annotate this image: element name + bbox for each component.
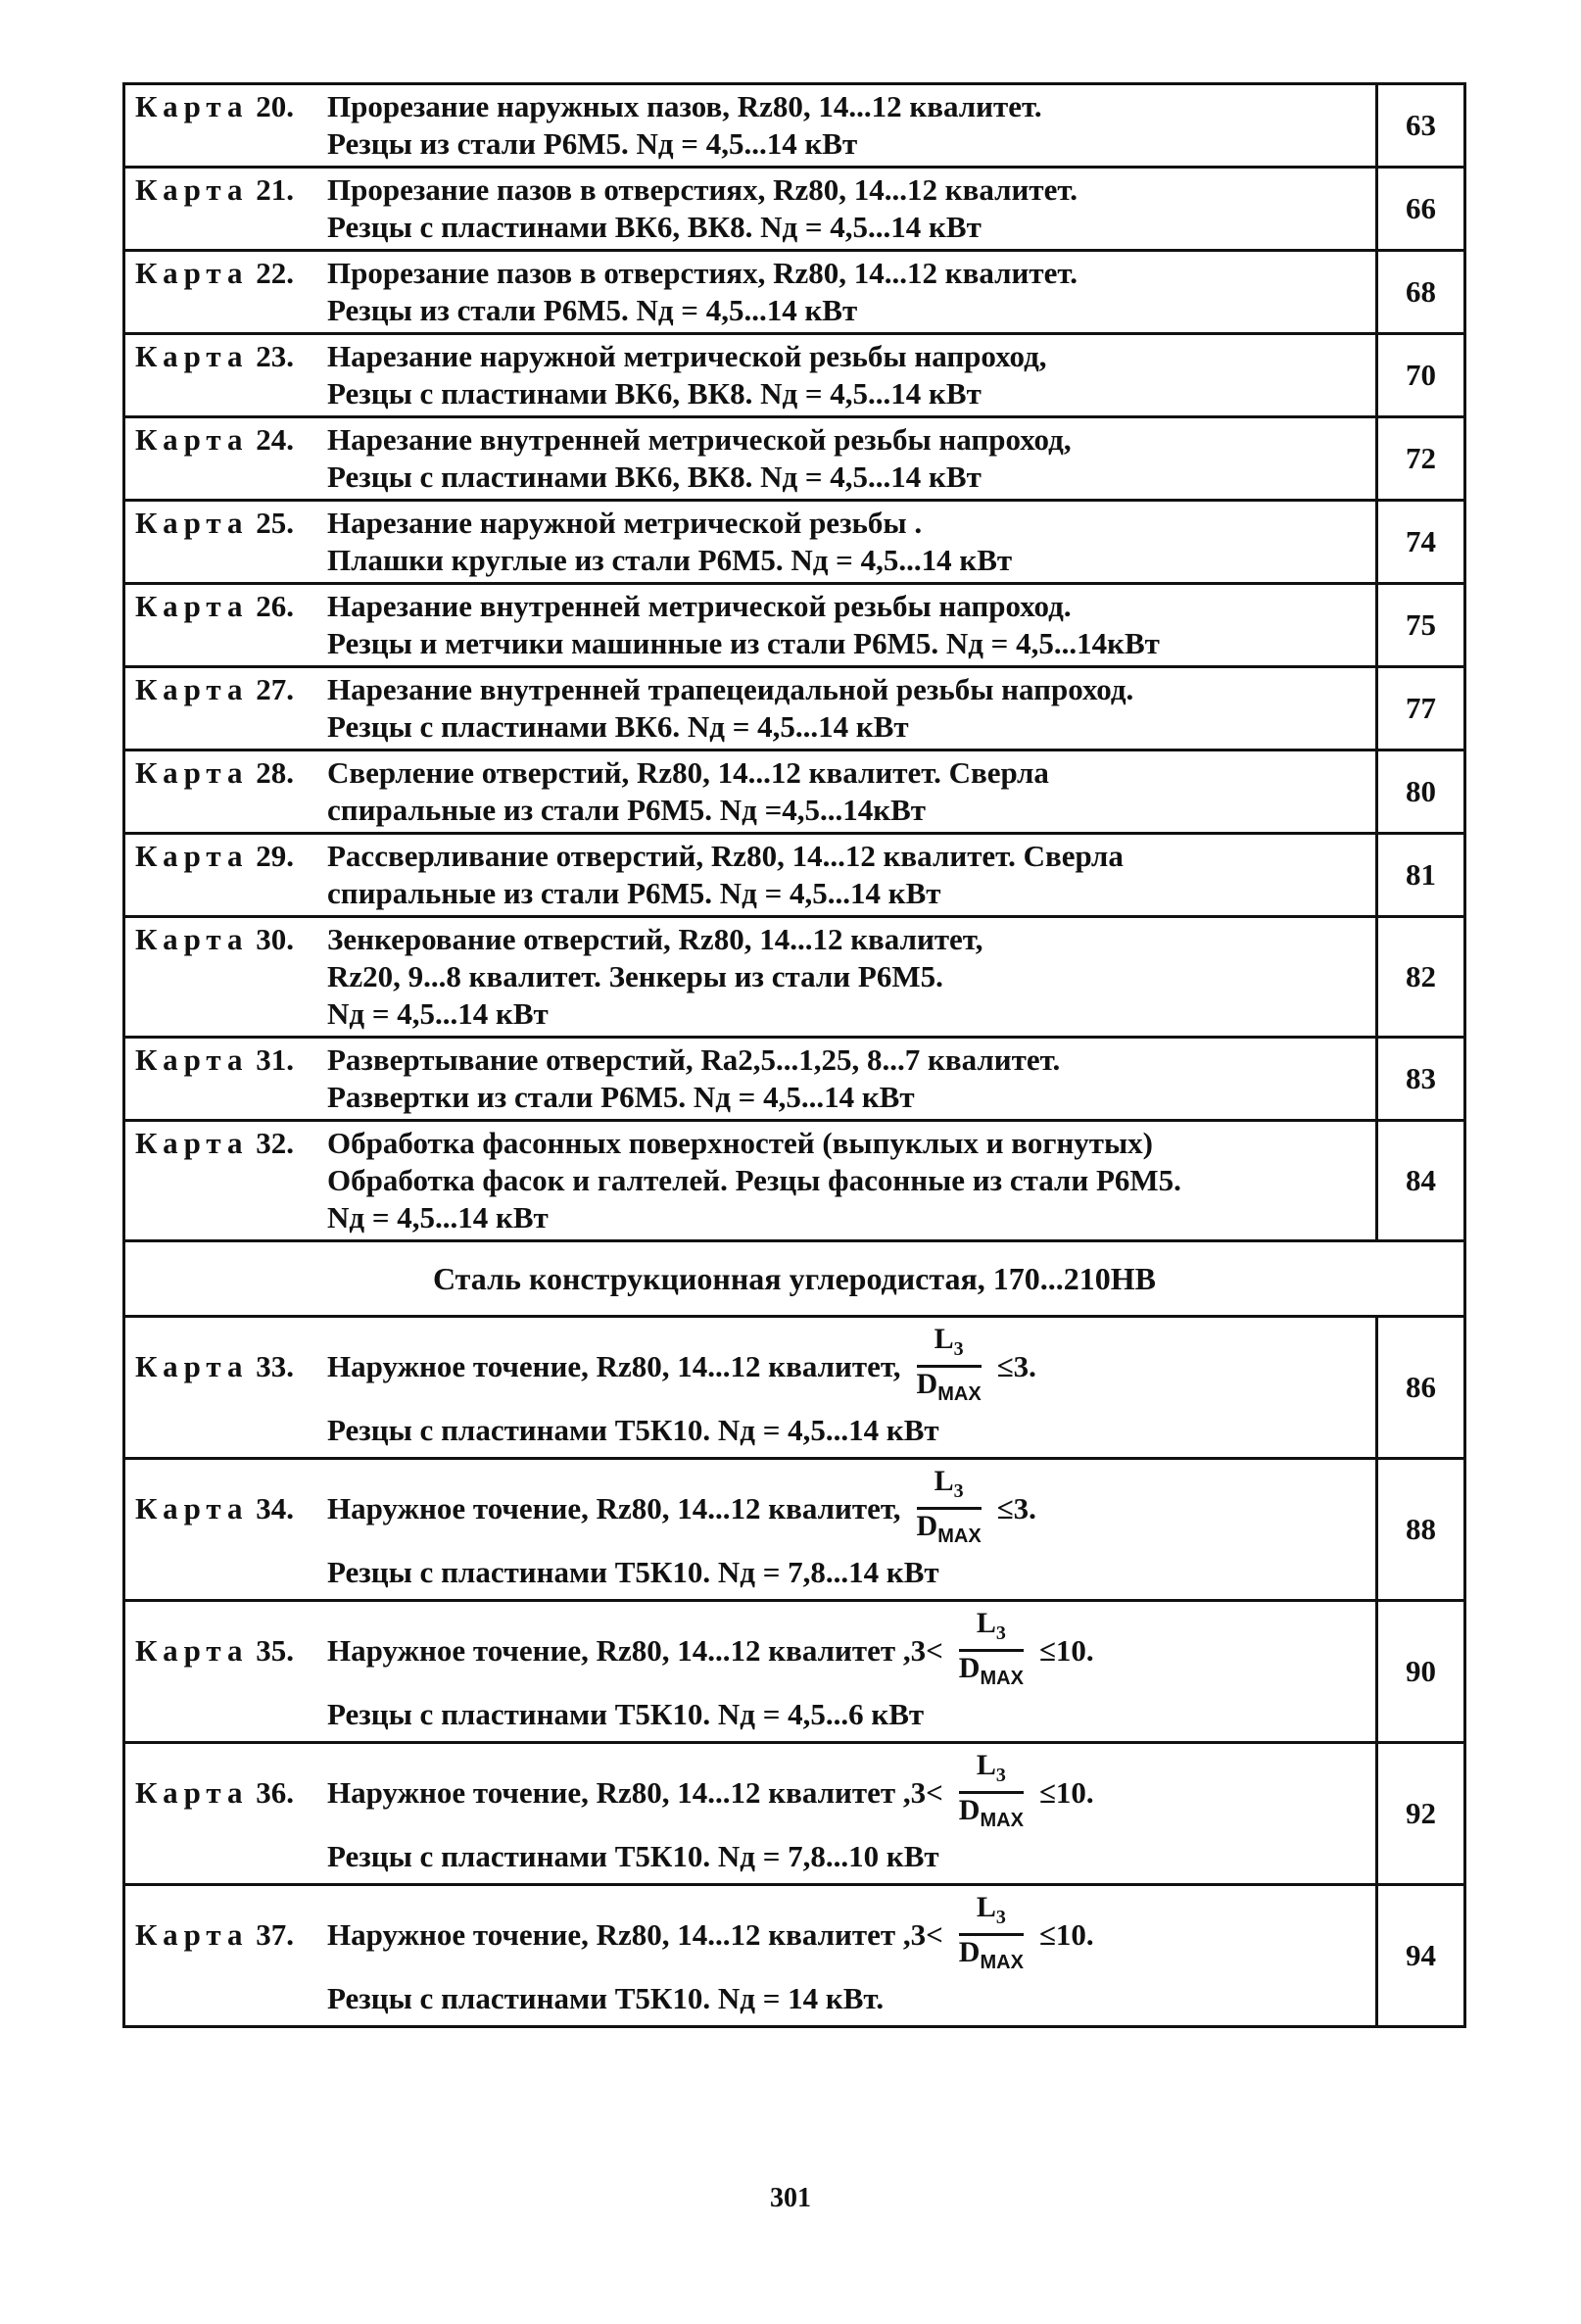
entry-line-1	[135, 1890, 1365, 1980]
card-label	[135, 588, 327, 625]
entry-page: 80	[1377, 750, 1465, 834]
entry-text-cell	[124, 334, 1377, 417]
denominator-symbol: D	[958, 1793, 981, 1826]
entry-title: Зенкерование отверстий, Rz80, 14...12 квалитет,	[327, 922, 983, 956]
card-number: 36.	[256, 1775, 295, 1810]
entry-line-1	[135, 1748, 1365, 1838]
ratio-upper-bound: ≤10.	[1038, 1633, 1094, 1668]
card-label	[135, 754, 327, 792]
entry-line-2: Резцы и метчики машинные из стали Р6М5. Nд = 4,5...14кВт	[327, 626, 1160, 660]
card-number: 30.	[256, 922, 295, 956]
card-word: Карта	[135, 1633, 249, 1668]
toc-entry	[124, 750, 1465, 834]
entry-text-cell	[124, 834, 1377, 917]
entry-page: 70	[1377, 334, 1465, 417]
entry-page: 77	[1377, 667, 1465, 750]
numerator-symbol: L	[976, 1890, 996, 1923]
entry-line-2: Резцы с пластинами ВК6. Nд = 4,5...14 кВт	[327, 709, 909, 744]
entry-text	[125, 169, 1375, 249]
entry-page: 63	[1377, 84, 1465, 168]
fraction-numerator	[959, 1892, 1024, 1936]
card-number: 25.	[256, 506, 295, 540]
entry-page: 66	[1377, 168, 1465, 251]
denominator-symbol: D	[958, 1651, 981, 1684]
entry-page: 82	[1377, 917, 1465, 1038]
entry-text-cell	[124, 251, 1377, 334]
card-number: 23.	[256, 339, 295, 373]
ratio-fraction	[949, 1892, 1033, 1979]
entry-text	[125, 918, 1375, 1036]
card-word: Карта	[135, 339, 249, 373]
card-word: Карта	[135, 506, 249, 540]
entry-text-cell	[124, 501, 1377, 584]
page-number: 301	[770, 2183, 811, 2213]
ratio-lower-bound: 3<	[910, 1917, 943, 1952]
entry-title: Нарезание внутренней метрической резьбы напроход.	[327, 589, 1072, 623]
entry-line-1	[135, 88, 1365, 125]
card-word: Карта	[135, 1126, 249, 1160]
card-number: 24.	[256, 422, 295, 457]
entry-text-cell	[124, 1459, 1377, 1601]
denominator-symbol: D	[916, 1509, 938, 1542]
ratio-upper-bound: ≤10.	[1038, 1775, 1094, 1810]
card-number: 34.	[256, 1491, 295, 1525]
toc-entry	[124, 834, 1465, 917]
entry-text-cell	[124, 584, 1377, 667]
entry-text-cell	[124, 168, 1377, 251]
ratio-fraction	[907, 1466, 991, 1553]
entry-line-3: Nд = 4,5...14 кВт	[327, 996, 549, 1031]
entry-title: Наружное точение, Rz80, 14...12 квалитет,	[327, 1349, 901, 1383]
entry-text	[125, 1122, 1375, 1239]
entry-page: 68	[1377, 251, 1465, 334]
entry-text	[125, 1602, 1375, 1741]
ratio-upper-bound: ≤3.	[996, 1491, 1036, 1525]
entry-text-cell	[124, 917, 1377, 1038]
entry-page: 83	[1377, 1038, 1465, 1121]
entry-text	[125, 335, 1375, 415]
entry-line-1	[135, 338, 1365, 375]
entry-text-cell	[124, 1743, 1377, 1885]
numerator-symbol: L	[934, 1464, 954, 1497]
entry-title: Нарезание наружной метрической резьбы .	[327, 506, 923, 540]
toc-entry	[124, 168, 1465, 251]
numerator-subscript: 3	[995, 1906, 1006, 1928]
card-label	[135, 505, 327, 542]
entry-line-1	[135, 838, 1365, 875]
card-label	[135, 1916, 327, 1954]
card-word: Карта	[135, 589, 249, 623]
card-number: 20.	[256, 89, 295, 123]
entry-title: Рассверливание отверстий, Rz80, 14...12 квалитет. Сверла	[327, 839, 1124, 873]
card-label	[135, 1774, 327, 1812]
entry-text	[125, 668, 1375, 749]
contents-table-body	[124, 84, 1465, 2027]
entry-page: 75	[1377, 584, 1465, 667]
card-word: Карта	[135, 1349, 249, 1383]
entry-text	[125, 252, 1375, 332]
entry-page: 74	[1377, 501, 1465, 584]
entry-line-1	[135, 754, 1365, 792]
toc-entry	[124, 501, 1465, 584]
numerator-subscript: 3	[995, 1764, 1006, 1786]
entry-line-2: Резцы из стали Р6М5. Nд = 4,5...14 кВт	[327, 293, 858, 327]
card-word: Карта	[135, 89, 249, 123]
entry-line-2: Развертки из стали Р6М5. Nд = 4,5...14 кВт	[327, 1080, 915, 1114]
entry-title: Прорезание пазов в отверстиях, Rz80, 14...12 квалитет.	[327, 172, 1078, 207]
toc-entry	[124, 917, 1465, 1038]
entry-line-1	[135, 588, 1365, 625]
entry-line-1	[135, 421, 1365, 459]
entry-line-2: Rz20, 9...8 квалитет. Зенкеры из стали Р6М5.	[327, 959, 943, 993]
entry-title: Наружное точение, Rz80, 14...12 квалитет ,	[327, 1633, 911, 1668]
card-number: 22.	[256, 256, 295, 290]
toc-entry	[124, 1459, 1465, 1601]
card-label	[135, 1490, 327, 1527]
entry-text-cell	[124, 1601, 1377, 1743]
fraction-numerator	[917, 1324, 982, 1368]
entry-page: 72	[1377, 417, 1465, 501]
entry-title: Обработка фасонных поверхностей (выпуклых и вогнутых)	[327, 1126, 1154, 1160]
entry-title: Наружное точение, Rz80, 14...12 квалитет ,	[327, 1917, 911, 1952]
toc-entry	[124, 584, 1465, 667]
card-label	[135, 838, 327, 875]
fraction-numerator	[959, 1750, 1024, 1794]
card-label	[135, 671, 327, 708]
entry-text	[125, 418, 1375, 499]
entry-page: 88	[1377, 1459, 1465, 1601]
entry-line-1	[135, 1041, 1365, 1079]
entry-line-2: Обработка фасок и галтелей. Резцы фасонные из стали Р6М5.	[327, 1163, 1181, 1197]
entry-line-1	[135, 1125, 1365, 1162]
card-number: 28.	[256, 755, 295, 790]
card-word: Карта	[135, 1042, 249, 1077]
card-word: Карта	[135, 172, 249, 207]
card-word: Карта	[135, 672, 249, 706]
card-label	[135, 1632, 327, 1670]
toc-entry	[124, 1885, 1465, 2027]
entry-line-2: Резцы из стали Р6М5. Nд = 4,5...14 кВт	[327, 126, 858, 161]
section-row	[124, 1241, 1465, 1317]
entry-title: Нарезание внутренней трапецеидальной резьбы напроход.	[327, 672, 1134, 706]
entry-line-2: Плашки круглые из стали Р6М5. Nд = 4,5...14 кВт	[327, 543, 1013, 577]
entry-text	[125, 751, 1375, 832]
entry-text	[125, 835, 1375, 915]
card-word: Карта	[135, 1775, 249, 1810]
entry-page: 90	[1377, 1601, 1465, 1743]
entry-line-2: спиральные из стали Р6М5. Nд = 4,5...14 кВт	[327, 876, 941, 910]
card-number: 21.	[256, 172, 295, 207]
entry-text	[125, 1744, 1375, 1883]
entry-line-2: Резцы с пластинами ВК6, ВК8. Nд = 4,5...14 кВт	[327, 376, 982, 411]
entry-text	[125, 1039, 1375, 1119]
entry-line-2: Резцы с пластинами Т5К10. Nд = 7,8...10 кВт	[327, 1839, 939, 1873]
card-word: Карта	[135, 755, 249, 790]
toc-entry	[124, 1743, 1465, 1885]
entry-line-1	[135, 1606, 1365, 1696]
entry-text	[125, 85, 1375, 166]
fraction-numerator	[959, 1608, 1024, 1652]
card-word: Карта	[135, 839, 249, 873]
entry-line-2: Резцы с пластинами Т5К10. Nд = 7,8...14 кВт	[327, 1555, 939, 1589]
entry-text	[125, 502, 1375, 582]
card-label	[135, 921, 327, 958]
card-word: Карта	[135, 256, 249, 290]
card-number: 29.	[256, 839, 295, 873]
entry-text-cell	[124, 84, 1377, 168]
entry-line-1	[135, 505, 1365, 542]
entry-text-cell	[124, 1317, 1377, 1459]
entry-line-3: Nд = 4,5...14 кВт	[327, 1200, 549, 1235]
ratio-fraction	[949, 1608, 1033, 1695]
toc-entry	[124, 667, 1465, 750]
toc-entry	[124, 251, 1465, 334]
numerator-symbol: L	[976, 1748, 996, 1781]
entry-title: Развертывание отверстий, Ra2,5...1,25, 8...7 квалитет.	[327, 1042, 1061, 1077]
ratio-lower-bound: 3<	[910, 1633, 943, 1668]
entry-page: 84	[1377, 1121, 1465, 1241]
entry-title: Нарезание внутренней метрической резьбы напроход,	[327, 422, 1072, 457]
numerator-symbol: L	[976, 1606, 996, 1639]
ratio-upper-bound: ≤3.	[996, 1349, 1036, 1383]
contents-table	[122, 82, 1466, 2028]
entry-line-1	[135, 255, 1365, 292]
toc-entry	[124, 1601, 1465, 1743]
card-label	[135, 1348, 327, 1385]
card-label	[135, 421, 327, 459]
entry-title: Прорезание пазов в отверстиях, Rz80, 14...12 квалитет.	[327, 256, 1078, 290]
card-label	[135, 1041, 327, 1079]
card-word: Карта	[135, 1917, 249, 1952]
toc-entry	[124, 1317, 1465, 1459]
fraction-denominator	[949, 1936, 1033, 1979]
entry-title: Наружное точение, Rz80, 14...12 квалитет ,	[327, 1775, 911, 1810]
fraction-denominator	[949, 1794, 1033, 1837]
numerator-subscript: 3	[953, 1479, 964, 1502]
entry-line-1	[135, 1322, 1365, 1412]
card-word: Карта	[135, 922, 249, 956]
entry-line-1	[135, 671, 1365, 708]
card-number: 35.	[256, 1633, 295, 1668]
denominator-symbol: D	[916, 1367, 938, 1400]
entry-title: Нарезание наружной метрической резьбы напроход,	[327, 339, 1047, 373]
fraction-denominator	[907, 1510, 991, 1553]
ratio-lower-bound: 3<	[910, 1775, 943, 1810]
numerator-subscript: 3	[995, 1622, 1006, 1644]
entry-text-cell	[124, 667, 1377, 750]
denominator-subscript: MAX	[980, 1667, 1024, 1689]
entry-line-1	[135, 921, 1365, 958]
ratio-fraction	[907, 1324, 991, 1411]
card-number: 31.	[256, 1042, 295, 1077]
card-number: 32.	[256, 1126, 295, 1160]
card-number: 27.	[256, 672, 295, 706]
fraction-denominator	[907, 1368, 991, 1411]
entry-line-1	[135, 171, 1365, 209]
card-label	[135, 338, 327, 375]
entry-text-cell	[124, 1121, 1377, 1241]
entry-text-cell	[124, 1038, 1377, 1121]
card-label	[135, 255, 327, 292]
entry-line-2: Резцы с пластинами ВК6, ВК8. Nд = 4,5...14 кВт	[327, 210, 982, 244]
card-label	[135, 1125, 327, 1162]
entry-line-2: спиральные из стали Р6М5. Nд =4,5...14кВт	[327, 793, 927, 827]
toc-entry	[124, 1038, 1465, 1121]
card-label	[135, 88, 327, 125]
numerator-subscript: 3	[953, 1337, 964, 1360]
toc-entry	[124, 417, 1465, 501]
denominator-subscript: MAX	[980, 1809, 1024, 1831]
fraction-denominator	[949, 1652, 1033, 1695]
ratio-upper-bound: ≤10.	[1038, 1917, 1094, 1952]
toc-entry	[124, 1121, 1465, 1241]
entry-line-2: Резцы с пластинами Т5К10. Nд = 14 кВт.	[327, 1981, 885, 2015]
ratio-fraction	[949, 1750, 1033, 1837]
entry-line-2: Резцы с пластинами Т5К10. Nд = 4,5...14 кВт	[327, 1413, 939, 1447]
entry-title: Прорезание наружных пазов, Rz80, 14...12 квалитет.	[327, 89, 1042, 123]
entry-page: 86	[1377, 1317, 1465, 1459]
entry-text	[125, 1460, 1375, 1599]
entry-text-cell	[124, 1885, 1377, 2027]
entry-page: 81	[1377, 834, 1465, 917]
card-word: Карта	[135, 422, 249, 457]
entry-line-1	[135, 1464, 1365, 1554]
denominator-subscript: MAX	[937, 1525, 982, 1547]
entry-text-cell	[124, 750, 1377, 834]
card-number: 37.	[256, 1917, 295, 1952]
denominator-subscript: MAX	[937, 1382, 982, 1405]
denominator-subscript: MAX	[980, 1951, 1024, 1973]
toc-entry	[124, 84, 1465, 168]
entry-line-2: Резцы с пластинами Т5К10. Nд = 4,5...6 кВт	[327, 1697, 925, 1731]
denominator-symbol: D	[958, 1935, 981, 1968]
numerator-symbol: L	[934, 1322, 954, 1355]
entry-text	[125, 1318, 1375, 1457]
entry-line-2: Резцы с пластинами ВК6, ВК8. Nд = 4,5...14 кВт	[327, 460, 982, 494]
entry-text	[125, 585, 1375, 665]
entry-title: Сверление отверстий, Rz80, 14...12 квалитет. Сверла	[327, 755, 1049, 790]
card-word: Карта	[135, 1491, 249, 1525]
entry-page: 92	[1377, 1743, 1465, 1885]
card-number: 26.	[256, 589, 295, 623]
toc-entry	[124, 334, 1465, 417]
card-number: 33.	[256, 1349, 295, 1383]
entry-page: 94	[1377, 1885, 1465, 2027]
card-label	[135, 171, 327, 209]
entry-text	[125, 1886, 1375, 2025]
section-title: Сталь конструкционная углеродистая, 170...210НВ	[124, 1241, 1465, 1317]
entry-title: Наружное точение, Rz80, 14...12 квалитет,	[327, 1491, 901, 1525]
fraction-numerator	[917, 1466, 982, 1510]
entry-text-cell	[124, 417, 1377, 501]
